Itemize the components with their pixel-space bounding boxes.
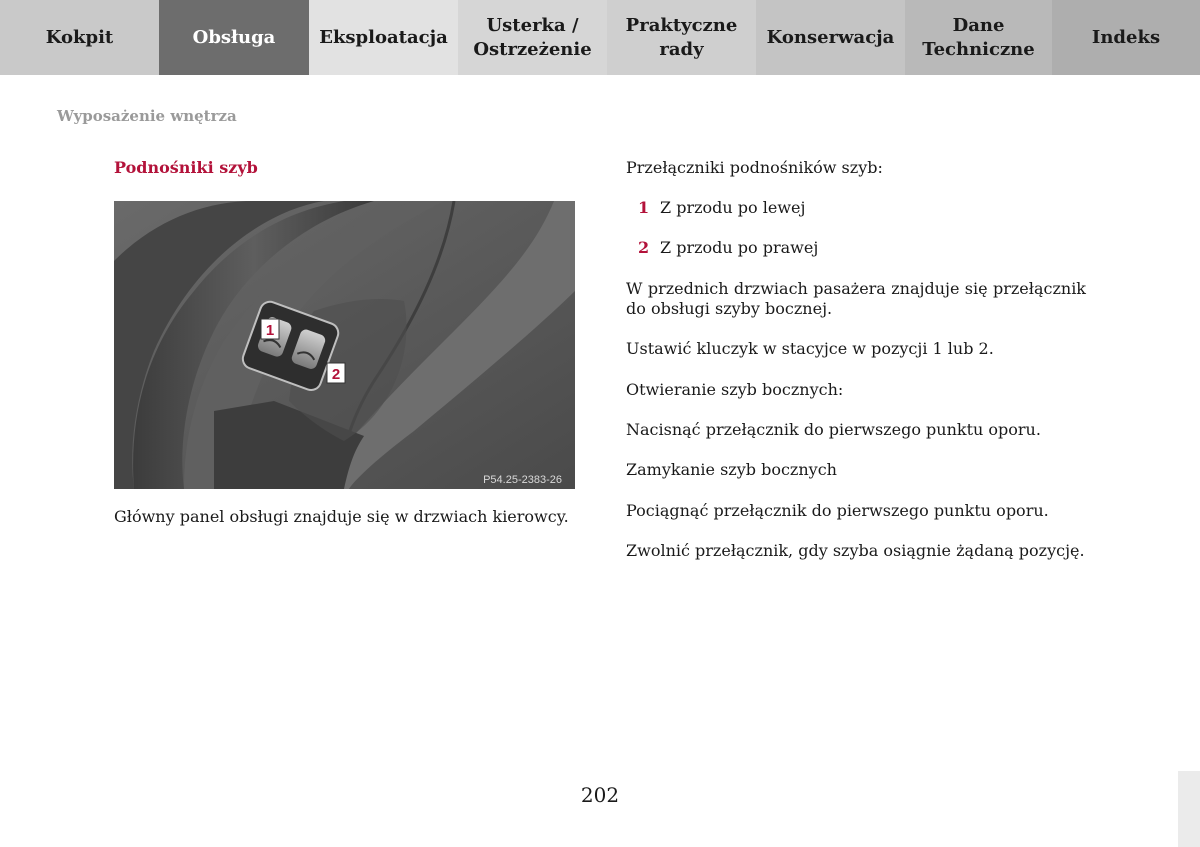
paragraph: Pociągnąć przełącznik do pierwszego punktu oporu. <box>626 501 1049 520</box>
tab-konserwacja[interactable]: Konserwacja <box>756 0 905 75</box>
list-item <box>638 198 805 218</box>
figure-caption: Główny panel obsługi znajduje się w drzwiach kierowcy. <box>114 507 569 526</box>
section-header: Wyposażenie wnętrza <box>57 107 237 125</box>
tab-indeks[interactable]: Indeks <box>1052 0 1200 75</box>
paragraph: W przednich drzwiach pasażera znajduje się przełącznik do obsługi szyby bocznej. <box>626 279 1086 318</box>
window-switch-illustration <box>114 201 575 489</box>
tab-praktyczne-rady[interactable]: Praktyczne rady <box>607 0 756 75</box>
list-item <box>638 238 818 258</box>
top-nav-tabs <box>0 0 1200 75</box>
paragraph: Otwieranie szyb bocznych: <box>626 380 844 399</box>
page-number: 202 <box>580 783 620 807</box>
tab-usterka-ostrzezenie[interactable]: Usterka / Ostrzeżenie <box>458 0 607 75</box>
item-number: 1 <box>638 198 650 217</box>
callout-1 <box>261 319 279 339</box>
item-number: 2 <box>638 238 650 257</box>
callout-2 <box>327 363 345 383</box>
tab-dane-techniczne[interactable]: Dane Techniczne <box>905 0 1052 75</box>
tab-obsluga[interactable]: Obsługa <box>159 0 309 75</box>
item-text: Z przodu po lewej <box>660 198 806 217</box>
paragraph: Nacisnąć przełącznik do pierwszego punktu oporu. <box>626 420 1041 439</box>
callout-2-label: 2 <box>331 366 341 383</box>
callout-1-label: 1 <box>265 322 275 339</box>
figure-code: P54.25-2383-26 <box>483 474 562 486</box>
paragraph: Ustawić kluczyk w stacyjce w pozycji 1 lub 2. <box>626 339 994 358</box>
switch-intro: Przełączniki podnośników szyb: <box>626 158 883 177</box>
section-heading: Podnośniki szyb <box>114 158 258 177</box>
tab-eksploatacja[interactable]: Eksploatacja <box>309 0 458 75</box>
tab-kokpit[interactable]: Kokpit <box>0 0 159 75</box>
item-text: Z przodu po prawej <box>660 238 819 257</box>
paragraph: Zwolnić przełącznik, gdy szyba osiągnie żądaną pozycję. <box>626 541 1085 560</box>
paragraph: Zamykanie szyb bocznych <box>626 460 837 479</box>
side-edge-tab <box>1178 771 1200 847</box>
